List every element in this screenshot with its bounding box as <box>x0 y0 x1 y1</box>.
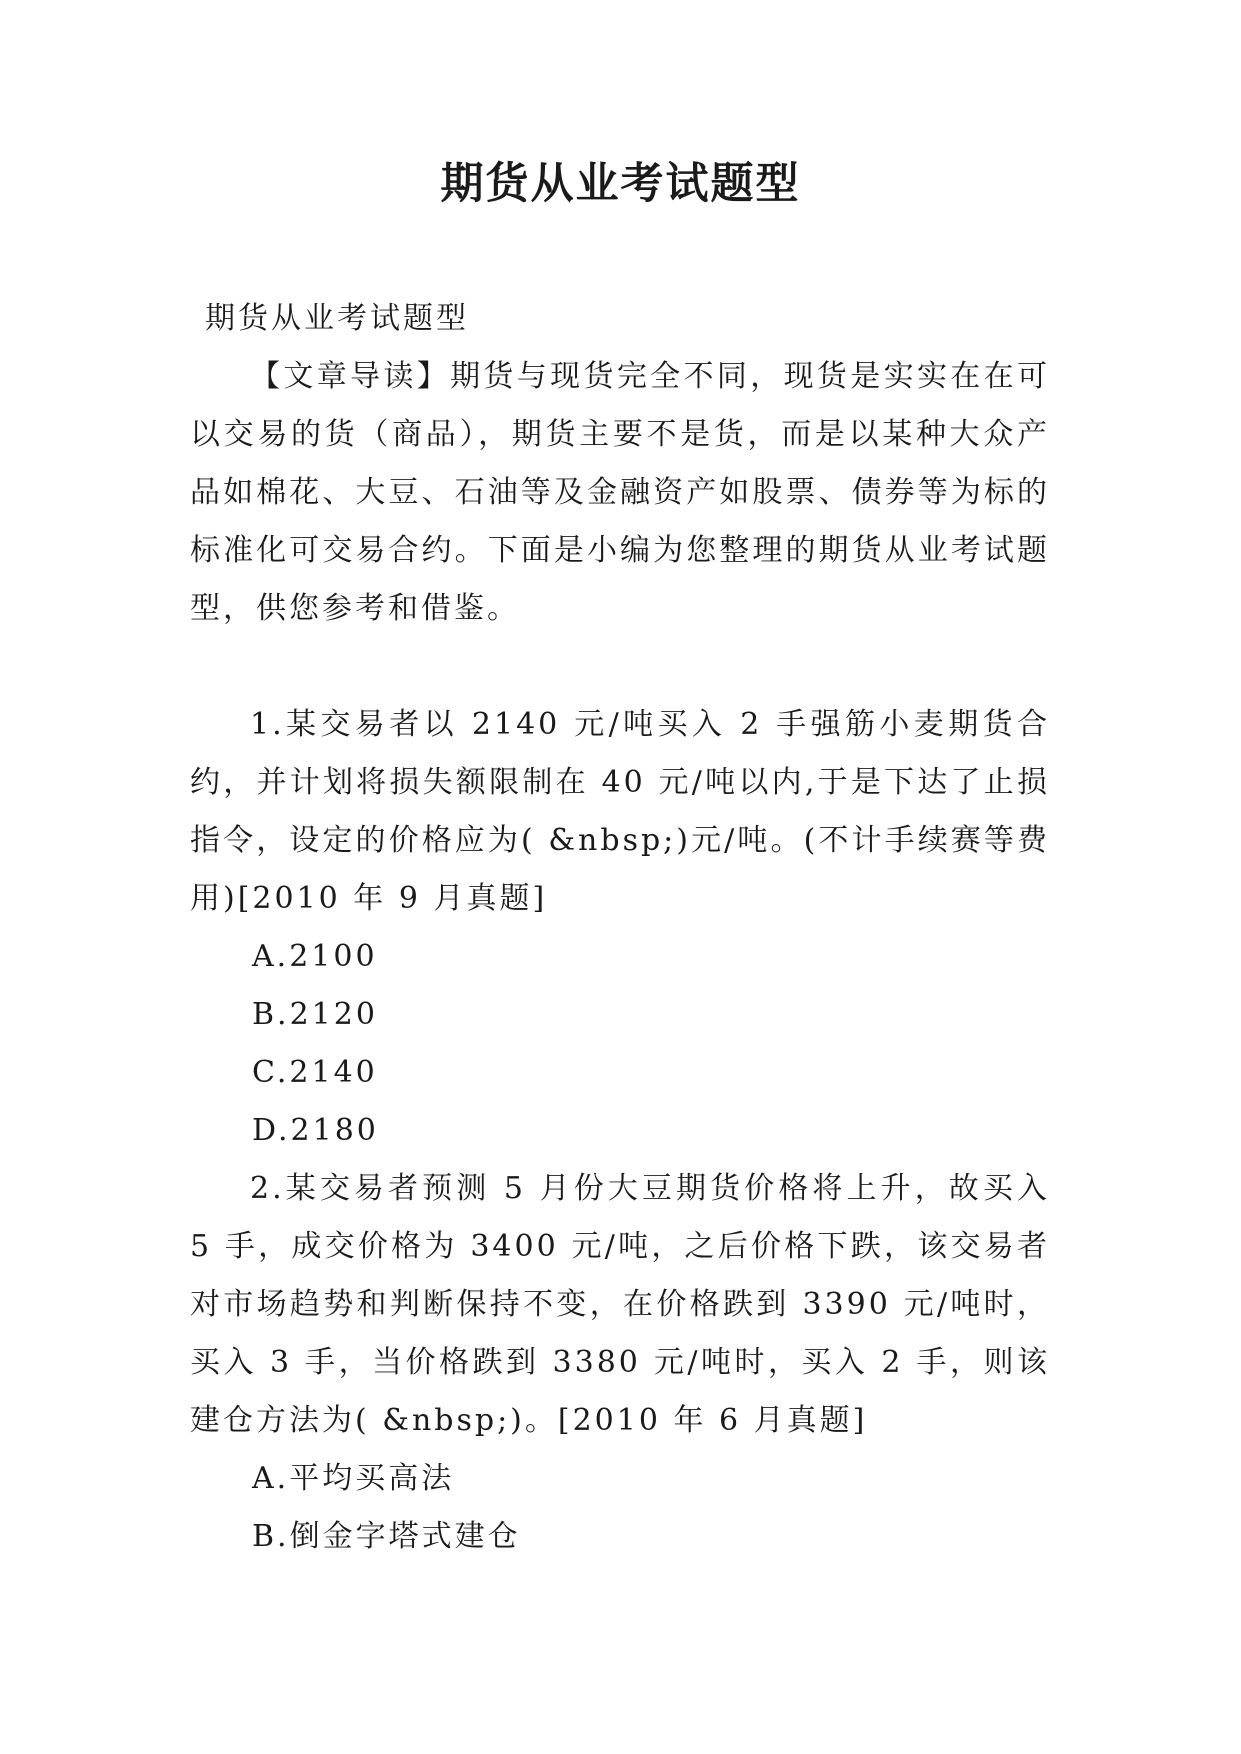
question-1-option-d: D.2180 <box>252 1113 379 1148</box>
question-2-stem: 2.某交易者预测 5 月份大豆期货价格将上升，故买入 5 手，成交价格为 3400 元/吨，之后价格下跌，该交易者对市场趋势和判断保持不变，在价格跌到 3390 元/吨时，买入 3 手，当价格跌到 3380 元/吨时，买入 2 手，则该建仓方法为( &nbsp;)。[2010 年 6 月真题] <box>190 1171 1050 1438</box>
question-1-option-b: B.2120 <box>252 997 378 1032</box>
question-1-option-c: C.2140 <box>252 1055 378 1090</box>
question-1-stem: 1.某交易者以 2140 元/吨买入 2 手强筋小麦期货合约，并计划将损失额限制在 40 元/吨以内,于是下达了止损指令，设定的价格应为( &nbsp;)元/吨。(不计手续赛等费用)[2010 年 9 月真题] <box>190 707 1050 916</box>
intro-paragraph: 【文章导读】期货与现货完全不同，现货是实实在在可以交易的货（商品），期货主要不是货，而是以某种大众产品如棉花、大豆、石油等及金融资产如股票、债券等为标的标准化可交易合约。下面是小编为您整理的期货从业考试题型，供您参考和借鉴。 <box>190 359 1050 626</box>
document-body <box>190 290 1050 1566</box>
document-title: 期货从业考试题型 <box>440 159 801 209</box>
question-2-option-a: A.平均买高法 <box>252 1461 455 1496</box>
document-subtitle: 期货从业考试题型 <box>205 301 469 336</box>
question-1-option-a: A.2100 <box>252 939 378 974</box>
question-2-option-b: B.倒金字塔式建仓 <box>252 1519 521 1554</box>
